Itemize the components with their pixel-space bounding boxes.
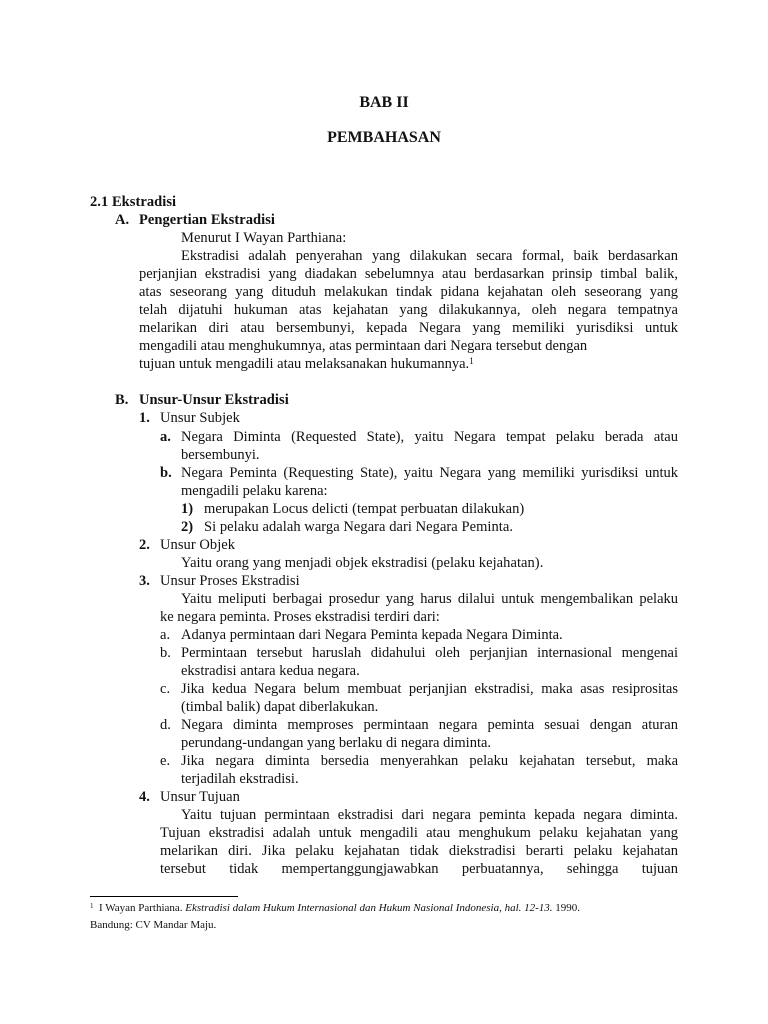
- item-3-point-label: c.: [160, 681, 171, 697]
- chapter-heading: BAB II: [359, 94, 409, 111]
- item-1a-label: a.: [160, 429, 171, 445]
- part-a-line: mengadili atau menghukumnya, atas permintaan dari Negara tersebut dengan: [139, 338, 588, 354]
- item-3-title: Unsur Proses Ekstradisi: [160, 573, 300, 589]
- part-b-label: B.: [115, 392, 129, 408]
- footnote-author: I Wayan Parthiana.: [99, 902, 183, 914]
- item-3-point-line: (timbal balik) dapat diberlakukan.: [181, 699, 379, 715]
- item-2-number: 2.: [139, 537, 150, 553]
- item-3-point-line: perundang-undangan yang berlaku di negara diminta.: [181, 735, 492, 751]
- item-4-line: Tujuan ekstradisi adalah untuk mengadili atau menghukum pelaku kejahatan yang: [160, 825, 678, 841]
- item-3-point-label: e.: [160, 753, 171, 769]
- footnote-year: 1990.: [555, 902, 581, 914]
- item-3-point-line: Permintaan tersebut haruslah didahului oleh perjanjian internasional mengenai: [181, 645, 678, 661]
- item-2-title: Unsur Objek: [160, 537, 236, 553]
- item-1b-line: mengadili pelaku karena:: [181, 483, 328, 499]
- item-4-line: Yaitu tujuan permintaan ekstradisi dari negara peminta kepada negara diminta.: [181, 807, 678, 823]
- item-1b-line: Negara Peminta (Requesting State), yaitu Negara yang memiliki yurisdiksi untuk: [181, 465, 678, 481]
- item-1a-line: bersembunyi.: [181, 447, 260, 463]
- chapter-title: PEMBAHASAN: [327, 129, 441, 146]
- item-1-title: Unsur Subjek: [160, 410, 240, 426]
- item-1b-sub2-text: Si pelaku adalah warga Negara dari Negara Peminta.: [204, 519, 514, 535]
- section-heading: 2.1 Ekstradisi: [90, 194, 177, 210]
- item-4-number: 4.: [139, 789, 150, 805]
- part-b-heading: Unsur-Unsur Ekstradisi: [139, 392, 289, 408]
- footnote-line-1: [90, 901, 580, 915]
- part-a-line: atas seseorang yang dituduh melakukan tindak pidana kejahatan oleh seseorang yang: [139, 284, 678, 300]
- item-3-line: Yaitu meliputi berbagai prosedur yang harus dilalui untuk mengembalikan pelaku: [181, 591, 678, 607]
- part-a-intro: Menurut I Wayan Parthiana:: [181, 230, 347, 246]
- item-3-number: 3.: [139, 573, 150, 589]
- item-3-point-label: d.: [160, 717, 171, 733]
- part-a-last-text: tujuan untuk mengadili atau melaksanakan hukumannya.: [139, 356, 470, 372]
- item-3-point-line: Adanya permintaan dari Negara Peminta kepada Negara Diminta.: [181, 627, 563, 643]
- item-1b-sub2-label: 2): [181, 519, 194, 535]
- part-a-last-line: [139, 355, 474, 373]
- part-a-line: Ekstradisi adalah penyerahan yang dilakukan secara formal, baik berdasarkan: [181, 248, 678, 264]
- item-1b-sub1-label: 1): [181, 501, 194, 517]
- item-1b-sub1-text: merupakan Locus delicti (tempat perbuatan dilakukan): [204, 501, 525, 517]
- item-3-line: ke negara peminta. Proses ekstradisi terdiri dari:: [160, 609, 440, 625]
- item-3-point-line: Jika kedua Negara belum membuat perjanjian ekstradisi, maka asas resiprositas: [181, 681, 678, 697]
- item-1-number: 1.: [139, 410, 150, 426]
- item-1a-line: Negara Diminta (Requested State), yaitu Negara tempat pelaku berada atau: [181, 429, 678, 445]
- item-2-text: Yaitu orang yang menjadi objek ekstradisi (pelaku kejahatan).: [181, 555, 544, 571]
- footnote-number: 1: [90, 902, 94, 910]
- item-3-point-label: b.: [160, 645, 171, 661]
- footnote-separator: [90, 896, 238, 897]
- item-3-point-line: Jika negara diminta bersedia menyerahkan pelaku kejahatan tersebut, maka: [181, 753, 678, 769]
- item-3-point-line: terjadilah ekstradisi.: [181, 771, 299, 787]
- part-a-label: A.: [115, 212, 130, 228]
- item-4-line: melarikan diri. Jika pelaku kejahatan tidak diekstradisi berarti pelaku kejahatan: [160, 843, 678, 859]
- item-3-point-line: ekstradisi antara kedua negara.: [181, 663, 360, 679]
- footnote-publisher: Bandung: CV Mandar Maju.: [90, 919, 217, 931]
- item-3-point-label: a.: [160, 627, 171, 643]
- item-1b-label: b.: [160, 465, 172, 481]
- footnote-ref: 1: [469, 356, 474, 366]
- part-a-line: telah dijatuhi hukuman atas kejahatan yang dilakukannya, oleh negara tempatnya: [139, 302, 678, 318]
- item-4-title: Unsur Tujuan: [160, 789, 240, 805]
- item-3-point-line: Negara diminta memproses permintaan negara peminta sesuai dengan aturan: [181, 717, 678, 733]
- part-a-line: perjanjian ekstradisi yang diadakan sebelumnya atau berdasarkan prinsip timbal balik,: [139, 266, 678, 282]
- footnote-book-title: Ekstradisi dalam Hukum Internasional dan Hukum Nasional Indonesia, hal. 12-13.: [185, 902, 553, 914]
- item-4-line: tersebut tidak mempertanggungjawabkan perbuatannya, sehingga tujuan: [160, 861, 678, 877]
- part-a-heading: Pengertian Ekstradisi: [139, 212, 275, 228]
- part-a-line: melarikan diri atau bersembunyi, kepada Negara yang memiliki yurisdiksi untuk: [139, 320, 678, 336]
